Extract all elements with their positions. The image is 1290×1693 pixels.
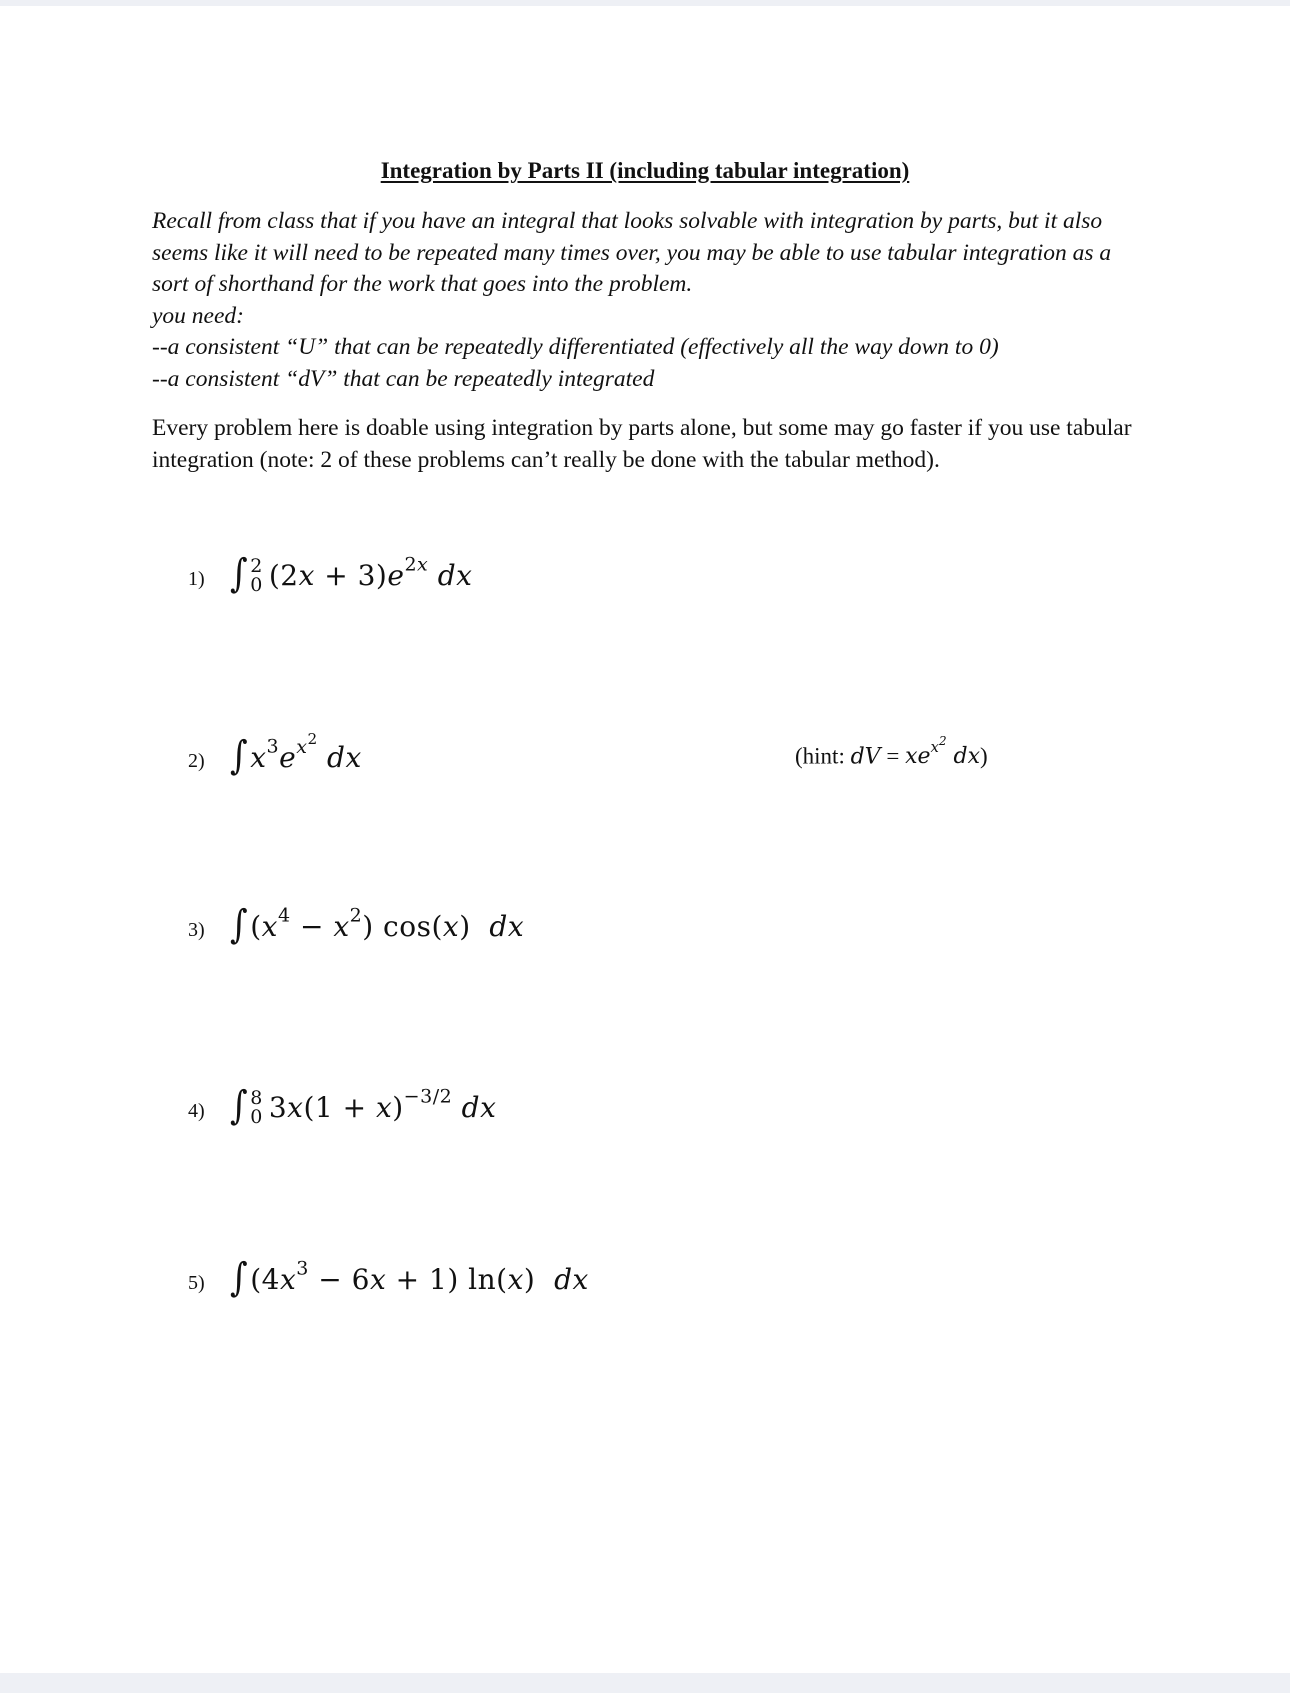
problem-expression: $\int(4x^3 - 6x + 1)$ ln(x) dx [230,1255,589,1301]
problem-5 [188,1255,589,1301]
intro-you-need: you need: [152,302,244,329]
problem-number: 4) [188,1100,205,1122]
problem-number: 2) [188,750,205,772]
problem-4 [188,1083,497,1129]
lower-limit: 0 [250,1105,263,1128]
lower-limit: 0 [250,573,263,596]
intro-requirement-u: --a consistent “U” that can be repeatedly differentiated (effectively all the way down to 0) [152,334,999,360]
problem-1 [188,551,473,597]
problem-number: 1) [188,568,205,590]
hint-label: (hint: [795,743,851,769]
intro-text: Recall from class that if you have an integral that looks solvable with integration by parts, but it also seems like it will need to be repeated many times over, you may be able to use tabular integration as a sort of shorthand for the work that goes into the problem. [152,208,1112,297]
problem-number: 3) [188,919,205,941]
problem-expression: $\int(x^4 - x^2)$ cos(x) dx [230,902,525,948]
instructions-paragraph: Every problem here is doable using integration by parts alone, but some may go faster if you use tabular integration (note: 2 of these problems can’t really be done with the tabular method). [152,415,1132,473]
problem-number: 5) [188,1272,205,1294]
upper-limit: 2 [250,554,263,577]
problem-2 [188,729,362,779]
problem-3 [188,902,525,948]
problem-expression: ∫ 2 0 $(2x + 3)e^{2x}$ dx [230,551,473,597]
document-page [0,6,1290,1673]
problem-expression: ∫ 8 0 $3x(1 + x)^{-3/2}$ dx [230,1083,497,1129]
problem-2-hint: (hint: dV = $xe^{x^2}$ dx) [795,734,988,770]
upper-limit: 8 [250,1086,263,1109]
intro-requirement-dv: --a consistent “dV” that can be repeatedly integrated [152,365,655,392]
page-title: Integration by Parts II (including tabular integration) [380,158,910,183]
hint-close: ) [980,743,988,769]
intro-section [152,206,1152,395]
problem-expression: $\int x^3e^{x^2}$ dx [230,729,362,779]
